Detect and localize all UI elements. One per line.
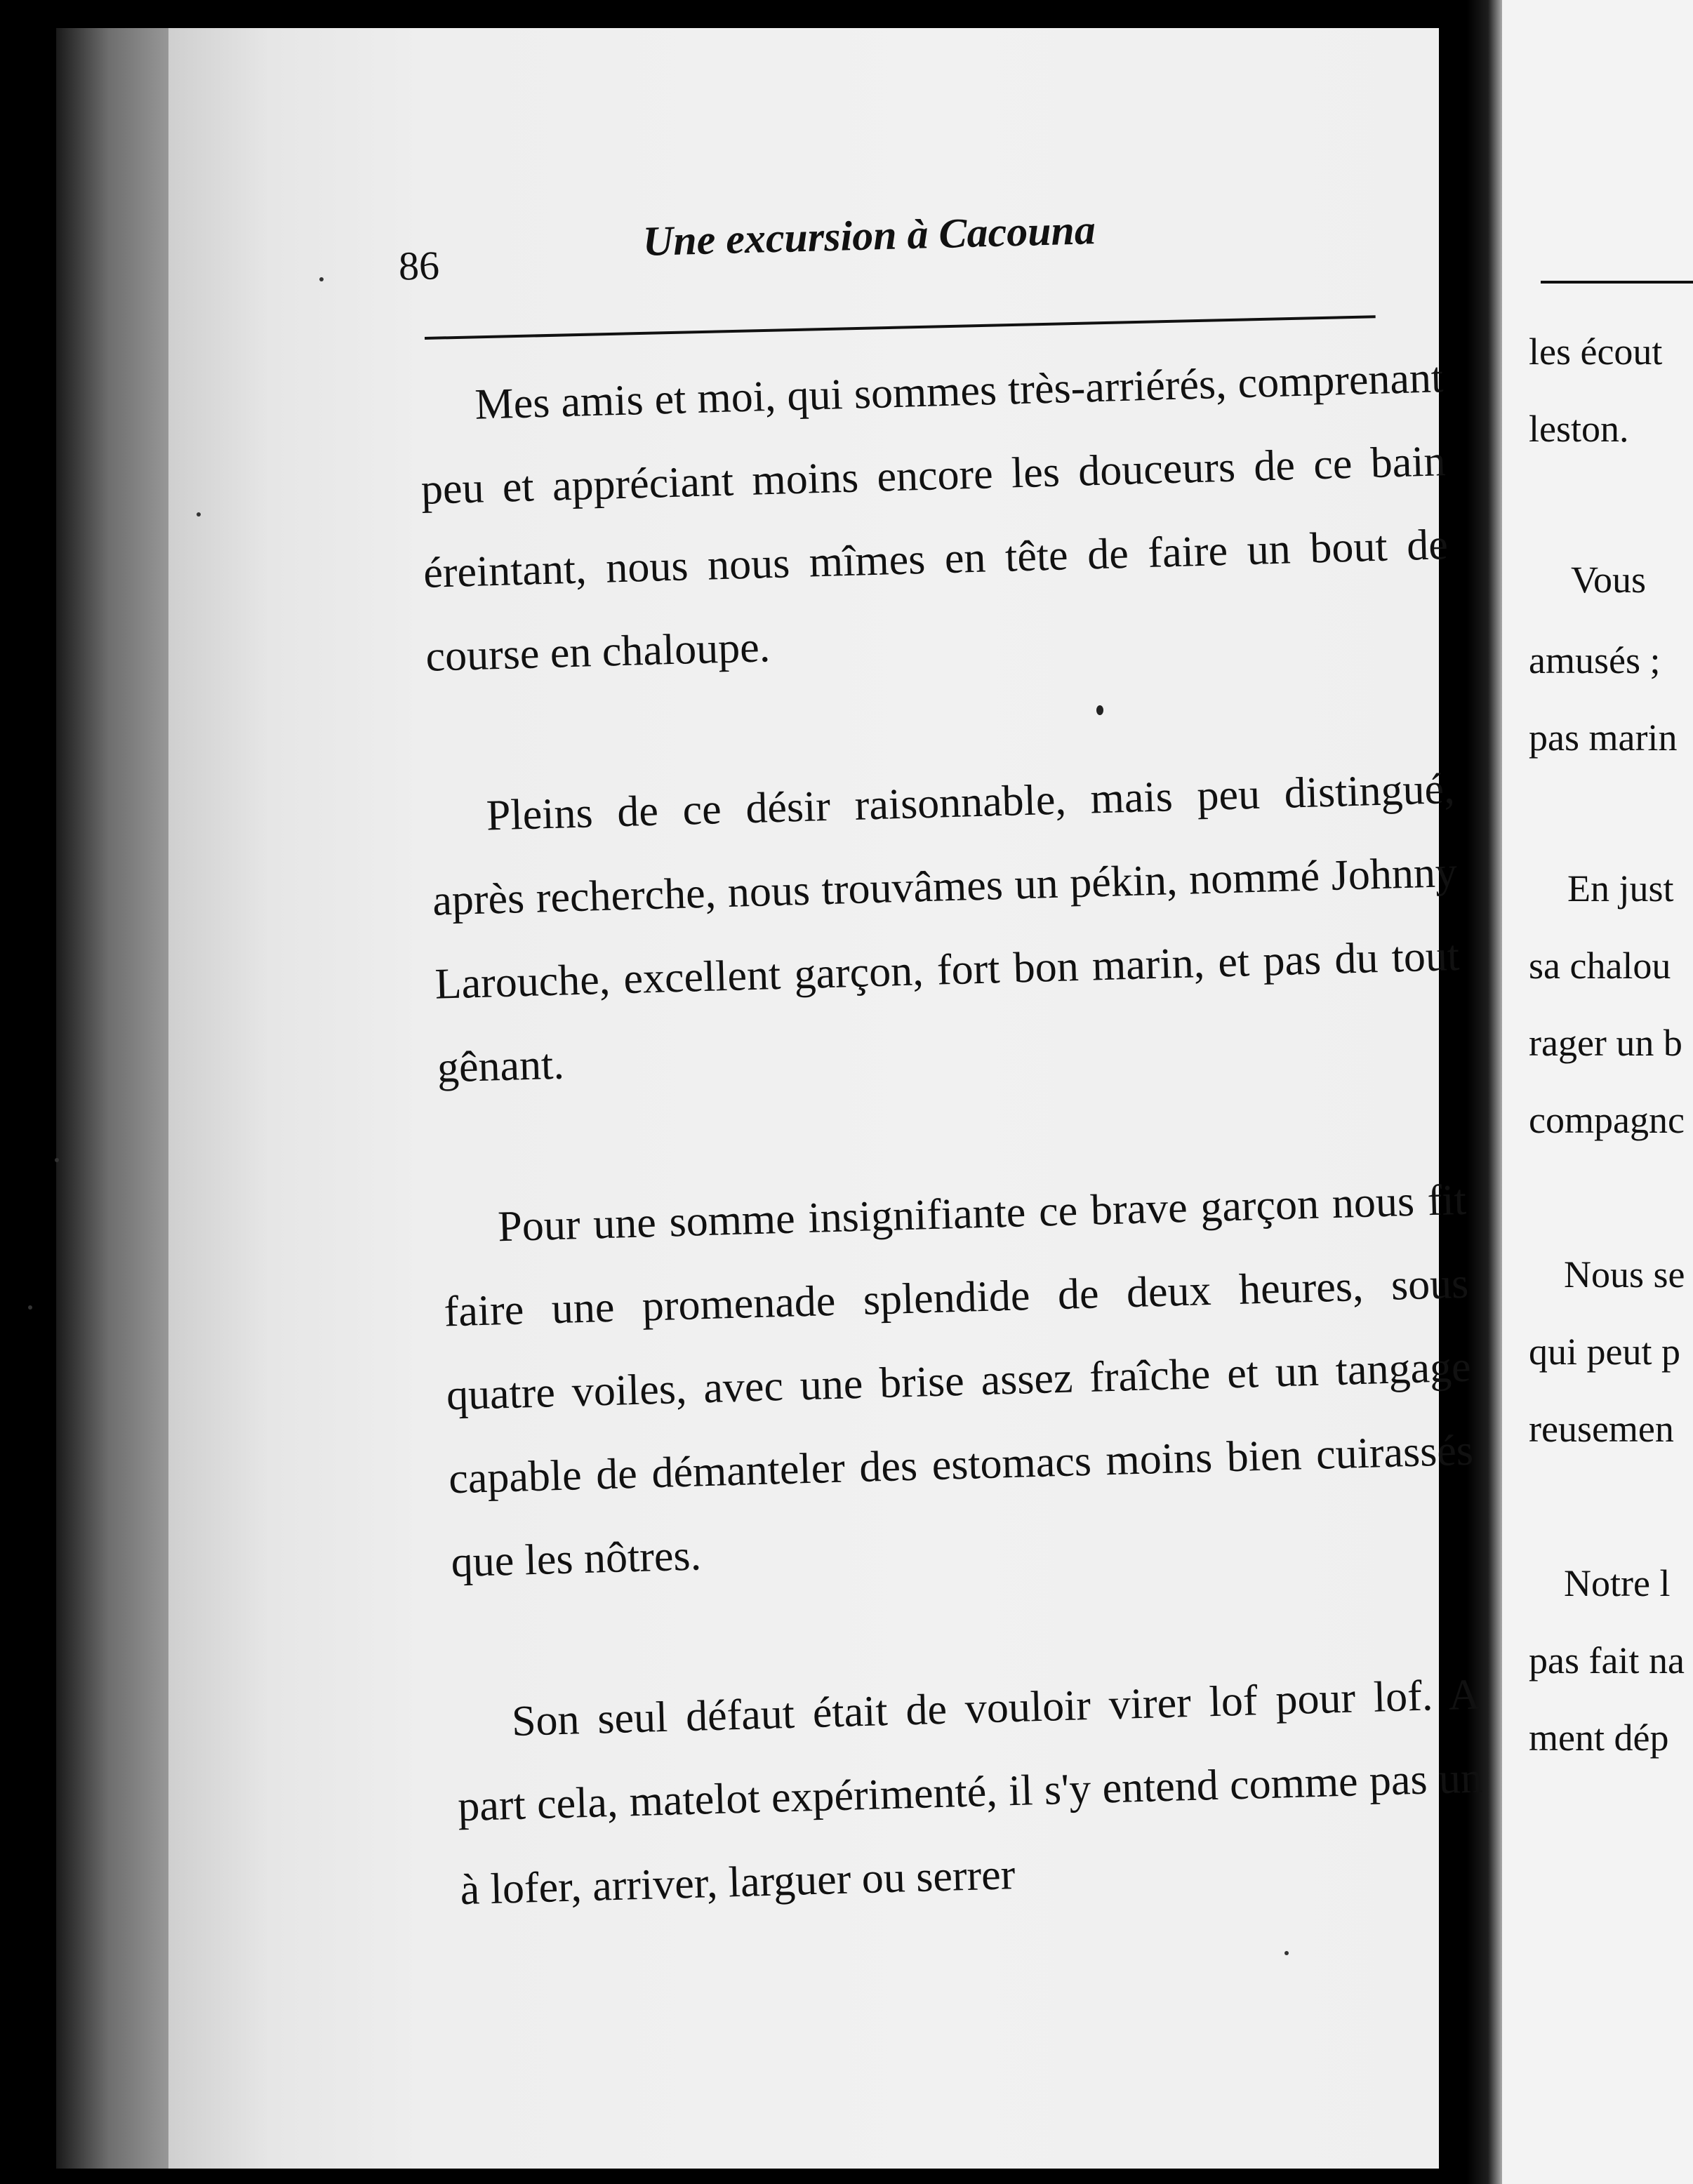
- ink-speck: [55, 1158, 59, 1162]
- right-line: amusés ;: [1529, 639, 1661, 681]
- right-line: reusemen: [1529, 1408, 1674, 1450]
- paragraph: Mes amis et moi, qui sommes très-arriérés, comprenant peu et appréciant moins encore les douceurs de ce bain éreintant, nous nous mîmes en tête de faire un bout de course en chaloupe.: [420, 354, 1449, 681]
- ink-speck: [197, 512, 201, 517]
- right-line: ment dép: [1529, 1717, 1669, 1759]
- right-page-text: [1529, 0, 1693, 2184]
- right-line: rager un b: [1529, 1022, 1682, 1064]
- right-line: compagnc: [1529, 1099, 1685, 1141]
- body-text: [418, 336, 1488, 2009]
- ink-speck: [1284, 1951, 1289, 1955]
- ink-speck: [1096, 705, 1103, 715]
- right-line: Notre l: [1564, 1562, 1671, 1604]
- right-line: En just: [1567, 867, 1674, 910]
- right-line: qui peut p: [1529, 1331, 1680, 1373]
- right-line: leston.: [1529, 408, 1629, 450]
- page-number: 86: [398, 242, 440, 289]
- right-line: Nous se: [1564, 1253, 1685, 1296]
- running-title: Une excursion à Cacouna: [642, 206, 1096, 265]
- right-line: Vous: [1571, 559, 1647, 601]
- right-line: pas marin: [1529, 717, 1678, 759]
- right-line: sa chalou: [1529, 945, 1671, 987]
- right-line: pas fait na: [1529, 1639, 1685, 1682]
- ink-speck: [319, 277, 324, 281]
- right-line: les écout: [1529, 331, 1663, 373]
- paragraph: Pleins de ce désir raisonnable, mais peu distingué, après recherche, nous trouvâmes un pékin, nommé Johnny Larouche, excellent garçon, fort bon marin, et pas du tout gênant.: [432, 764, 1461, 1092]
- ink-speck: [28, 1305, 32, 1310]
- paragraph: Pour une somme insignifiante ce brave garçon nous fit faire une promenade splendide de deux heures, sous quatre voiles, avec une brise assez fraîche et un tangage capable de démanteler des estomacs moins bien cuirassés que les nôtres.: [443, 1176, 1474, 1587]
- paragraph: Son seul défaut était de vouloir virer lof pour lof. A part cela, matelot expérimenté, il s'y entend comme pas un à lofer, arriver, larguer ou serrer: [457, 1670, 1483, 1915]
